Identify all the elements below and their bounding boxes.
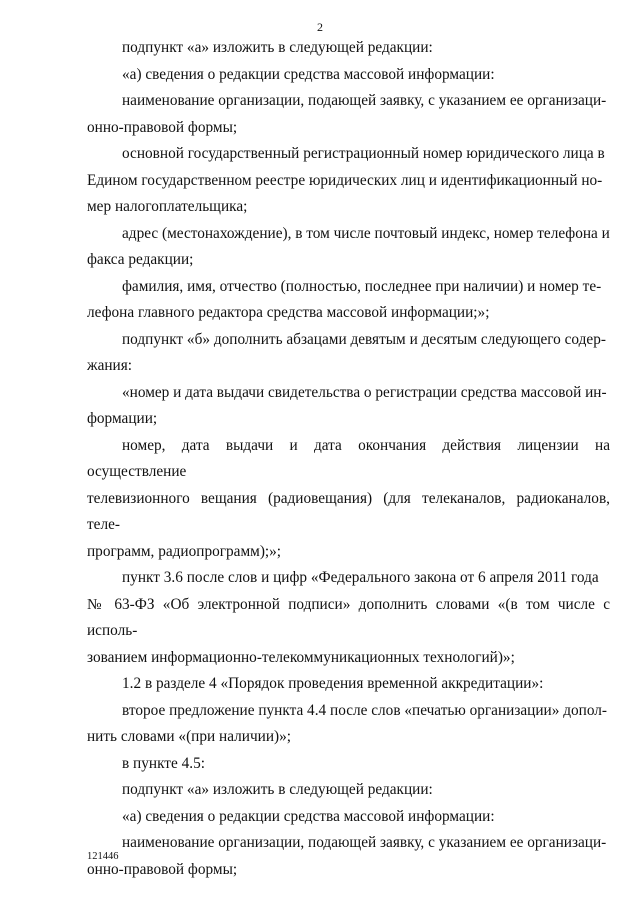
document-body xyxy=(87,35,610,883)
paragraph: второе предложение пункта 4.4 после слов «печатью организации» допол- нить словами «(при наличии)»; xyxy=(87,701,608,745)
paragraph: наименование организации, подающей заявку, с указанием ее организаци- онно-правовой формы; xyxy=(87,92,607,136)
paragraph: «номер и дата выдачи свидетельства о регистрации средства массовой ин- формации; xyxy=(87,383,607,427)
paragraph: подпункт «а» изложить в следующей редакции: xyxy=(122,781,433,798)
paragraph: наименование организации, подающей заявку, с указанием ее организаци- онно-правовой формы; xyxy=(87,834,607,878)
paragraph: «а) сведения о редакции средства массовой информации: xyxy=(122,807,495,825)
paragraph: 1.2 в разделе 4 «Порядок проведения временной аккредитации»: xyxy=(122,675,544,692)
paragraph: подпункт «а» изложить в следующей редакции: xyxy=(122,39,433,56)
paragraph: «а) сведения о редакции средства массовой информации: xyxy=(122,65,495,83)
paragraph: пункт 3.6 после слов и цифр «Федерального закона от 6 апреля 2011 года № 63-ФЗ «Об электронной подписи» дополнить словами «(в том числе с исполь- зованием информационно-телекоммуникационных технологий)»; xyxy=(87,569,610,666)
page-number: 2 xyxy=(317,20,323,34)
paragraph: в пункте 4.5: xyxy=(122,754,205,772)
paragraph: номер, дата выдачи и дата окончания действия лицензии на осуществление телевизионного вещания (радиовещания) (для телеканалов, радиоканалов, теле- программ, радиопрограмм);»; xyxy=(87,436,610,560)
paragraph: основной государственный регистрационный номер юридического лица в Едином государственном реестре юридических лиц и идентификационный но- мер налогоплательщика; xyxy=(87,145,605,215)
paragraph: адрес (местонахождение), в том числе почтовый индекс, номер телефона и факса редакции; xyxy=(87,224,610,268)
paragraph: фамилия, имя, отчество (полностью, последнее при наличии) и номер те- лефона главного редактора средства массовой информации;»; xyxy=(87,277,602,321)
paragraph: подпункт «б» дополнить абзацами девятым и десятым следующего содер- жания: xyxy=(87,330,606,374)
document-code: 121446 xyxy=(87,851,119,862)
